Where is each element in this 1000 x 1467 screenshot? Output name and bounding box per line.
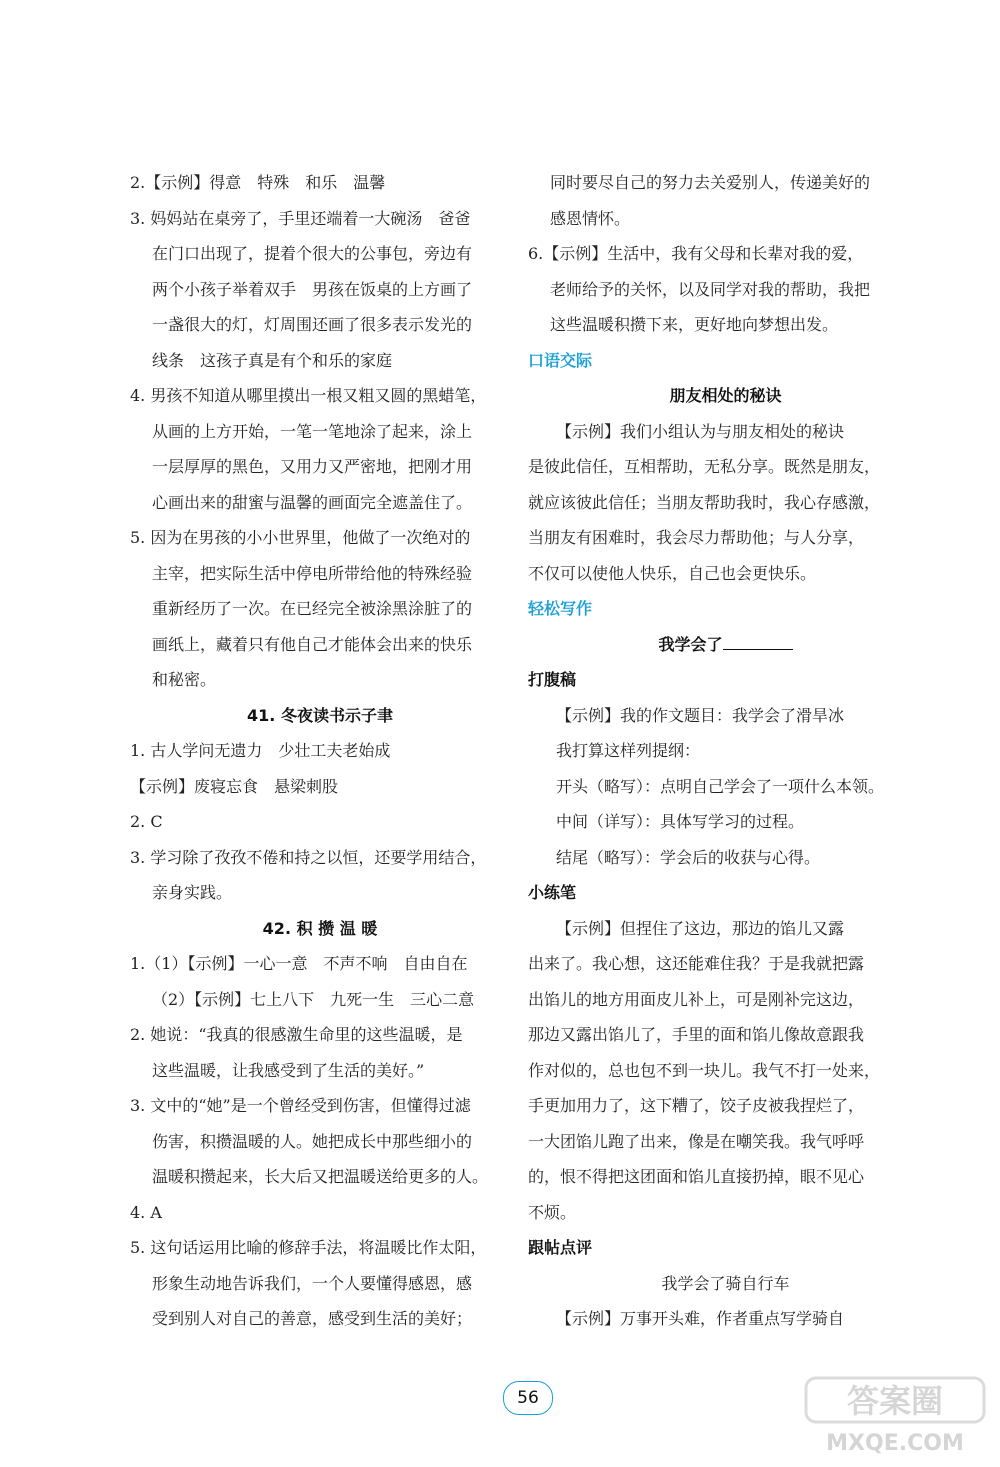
- line-text: 形象生动地告诉我们，一个人要懂得感恩，感: [152, 1273, 473, 1293]
- line-text: 1.（1）【示例】一心一意 不声不响 自由自在: [130, 954, 468, 973]
- line-text: 从画的上方开始，一笔一笔地涂了起来，涂上: [152, 421, 473, 441]
- left-text-line: [130, 769, 510, 805]
- line-text: 3. 妈妈站在桌旁了，手里还端着一大碗汤 爸爸: [130, 208, 471, 228]
- left-text-line: [130, 1301, 510, 1337]
- right-text-line: [528, 272, 923, 308]
- left-text-line: [130, 378, 510, 414]
- left-text-line: [130, 414, 510, 450]
- line-text: 和秘密。: [152, 670, 217, 689]
- left-text-line: [130, 520, 510, 556]
- left-text-line: [130, 1230, 510, 1266]
- line-text: 一层厚厚的黑色，又用力又严密地，把刚才用: [152, 457, 473, 476]
- line-text: 小练笔: [528, 883, 577, 902]
- line-text: 感恩情怀。: [550, 208, 631, 228]
- line-text: 当朋友有困难时，我会尽力帮助他；与人分享，: [528, 528, 865, 547]
- line-text: 中间（详写）：具体写学习的过程。: [556, 812, 805, 831]
- right-text-line: [528, 485, 923, 521]
- line-text: 一大团馅儿跑了出来，像是在嘲笑我。我气呼呼: [528, 1131, 865, 1151]
- right-text-line: [528, 733, 923, 769]
- watermark-text: 答案圈: [846, 1382, 944, 1420]
- right-column: [528, 165, 923, 1337]
- line-text: 出来了。我心想，这还能难住我？于是我就把露: [528, 954, 865, 973]
- right-text-line: [528, 520, 923, 556]
- line-text: 作对似的，总也包不到一块儿。我气不打一处来，: [528, 1060, 881, 1080]
- line-text: 是彼此信任，互相帮助，无私分享。既然是朋友，: [528, 457, 881, 476]
- line-text: 2. 她说：“我真的很感激生命里的这些温暖，是: [130, 1025, 463, 1044]
- line-text: 不仅可以使他人快乐，自己也会更快乐。: [528, 563, 817, 583]
- line-text: 线条 这孩子真是有个和乐的家庭: [152, 350, 393, 370]
- left-text-line: [130, 1159, 510, 1195]
- line-text: 手更加用力了，这下糟了，饺子皮被我捏烂了，: [528, 1096, 865, 1115]
- line-text: 4. 男孩不知道从哪里摸出一根又粗又圆的黑蜡笔，: [130, 386, 487, 405]
- left-text-line: [130, 698, 510, 734]
- right-text-line: [528, 698, 923, 734]
- right-text-line: [528, 946, 923, 982]
- left-text-line: [130, 875, 510, 911]
- line-text: 温暖积攒起来，长大后又把温暖送给更多的人。: [152, 1167, 489, 1186]
- left-text-line: [130, 1017, 510, 1053]
- left-text-line: [130, 946, 510, 982]
- left-text-line: [130, 627, 510, 663]
- line-text: 6.【示例】生活中，我有父母和长辈对我的爱，: [528, 244, 864, 263]
- line-text: 我学会了: [658, 634, 723, 654]
- line-text: 5. 因为在男孩的小小世界里，他做了一次绝对的: [130, 528, 471, 547]
- right-text-line: [528, 840, 923, 876]
- fill-in-blank: [723, 635, 793, 650]
- right-text-line: [528, 449, 923, 485]
- line-text: 轻松写作: [528, 599, 593, 618]
- watermark-logo: [800, 1370, 990, 1460]
- line-text: 那边又露出馅儿了，手里的面和馅儿像故意跟我: [528, 1025, 865, 1044]
- right-text-line: [528, 343, 923, 379]
- left-text-line: [130, 556, 510, 592]
- line-text: 我学会了骑自行车: [661, 1273, 790, 1293]
- line-text: 画纸上，藏着只有他自己才能体会出来的快乐: [152, 634, 473, 654]
- left-text-line: [130, 449, 510, 485]
- right-text-line: [528, 201, 923, 237]
- left-text-line: [130, 1088, 510, 1124]
- line-text: 2. C: [130, 812, 163, 831]
- line-text: 开头（略写）：点明自己学会了一项什么本领。: [556, 776, 885, 796]
- left-text-line: [130, 733, 510, 769]
- right-text-line: [528, 414, 923, 450]
- line-text: 【示例】废寝忘食 悬梁刺股: [130, 776, 339, 796]
- line-text: 伤害，积攒温暖的人。她把成长中那些细小的: [152, 1131, 473, 1151]
- line-text: 这些温暖积攒下来，更好地向梦想出发。: [550, 315, 839, 334]
- line-text: 同时要尽自己的努力去关爱别人，传递美好的: [550, 173, 871, 192]
- line-text: 2.【示例】得意 特殊 和乐 温馨: [130, 173, 386, 192]
- left-text-line: [130, 201, 510, 237]
- right-text-line: [528, 556, 923, 592]
- right-text-line: [528, 1301, 923, 1337]
- right-text-line: [528, 1266, 923, 1302]
- right-text-line: [528, 1195, 923, 1231]
- left-text-line: [130, 236, 510, 272]
- right-text-line: [528, 911, 923, 947]
- right-text-line: [528, 1230, 923, 1266]
- line-text: 41. 冬夜读书示子聿: [247, 705, 393, 725]
- right-text-line: [528, 982, 923, 1018]
- line-text: 打腹稿: [528, 670, 577, 689]
- right-text-line: [528, 662, 923, 698]
- right-text-line: [528, 875, 923, 911]
- left-text-line: [130, 982, 510, 1018]
- left-text-line: [130, 1195, 510, 1231]
- line-text: 3. 文中的“她”是一个曾经受到伤害，但懂得过滤: [130, 1096, 471, 1115]
- right-text-line: [528, 165, 923, 201]
- line-text: 就应该彼此信任；当朋友帮助我时，我心存感激，: [528, 492, 881, 512]
- line-text: 亲身实践。: [152, 883, 233, 902]
- right-text-line: [528, 769, 923, 805]
- left-text-line: [130, 662, 510, 698]
- line-text: 【示例】但捏住了这边，那边的馅儿又露: [556, 918, 845, 938]
- line-text: 重新经历了一次。在已经完全被涂黑涂脏了的: [152, 599, 473, 618]
- left-text-line: [130, 840, 510, 876]
- line-text: 心画出来的甜蜜与温馨的画面完全遮盖住了。: [152, 492, 473, 512]
- line-text: 1. 古人学问无遗力 少壮工夫老始成: [130, 741, 391, 760]
- line-text: 一盏很大的灯，灯周围还画了很多表示发光的: [152, 315, 473, 334]
- line-text: 【示例】我的作文题目：我学会了滑旱冰: [556, 705, 845, 725]
- line-text: 3. 学习除了孜孜不倦和持之以恒，还要学用结合，: [130, 847, 487, 867]
- page-number: 56: [503, 1381, 553, 1415]
- line-text: 这些温暖，让我感受到了生活的美好。”: [152, 1060, 425, 1080]
- left-text-line: [130, 272, 510, 308]
- line-text: 在门口出现了，提着个很大的公事包，旁边有: [152, 244, 473, 263]
- left-column: [130, 165, 510, 1337]
- left-text-line: [130, 165, 510, 201]
- line-text: 不烦。: [528, 1202, 577, 1222]
- right-text-line: [528, 627, 923, 663]
- right-text-line: [528, 804, 923, 840]
- line-text: 42. 积 攒 温 暖: [262, 918, 378, 938]
- line-text: （2）【示例】七上八下 九死一生 三心二意: [152, 989, 475, 1009]
- line-text: 我打算这样列提纲：: [556, 741, 701, 760]
- left-text-line: [130, 1124, 510, 1160]
- right-text-line: [528, 378, 923, 414]
- line-text: 5. 这句话运用比喻的修辞手法，将温暖比作太阳，: [130, 1238, 487, 1257]
- left-text-line: [130, 343, 510, 379]
- line-text: 老师给予的关怀，以及同学对我的帮助，我把: [550, 279, 871, 299]
- right-text-line: [528, 307, 923, 343]
- left-text-line: [130, 1266, 510, 1302]
- line-text: 主宰，把实际生活中停电所带给他的特殊经验: [152, 563, 473, 583]
- line-text: 【示例】我们小组认为与朋友相处的秘诀: [556, 421, 845, 441]
- left-text-line: [130, 804, 510, 840]
- left-text-line: [130, 485, 510, 521]
- left-text-line: [130, 911, 510, 947]
- line-text: 出馅儿的地方用面皮儿补上，可是刚补完这边，: [528, 989, 865, 1009]
- line-text: 【示例】万事开头难，作者重点写学骑自: [556, 1309, 845, 1328]
- right-text-line: [528, 1017, 923, 1053]
- right-text-line: [528, 1159, 923, 1195]
- line-text: 结尾（略写）：学会后的收获与心得。: [556, 847, 821, 867]
- right-text-line: [528, 1124, 923, 1160]
- watermark-url: MXQE.COM: [826, 1431, 964, 1456]
- line-text: 跟帖点评: [528, 1238, 593, 1257]
- left-text-line: [130, 591, 510, 627]
- right-text-line: [528, 591, 923, 627]
- left-text-line: [130, 1053, 510, 1089]
- line-text: 两个小孩子举着双手 男孩在饭桌的上方画了: [152, 279, 473, 299]
- right-text-line: [528, 1053, 923, 1089]
- line-text: 口语交际: [528, 350, 593, 370]
- line-text: 朋友相处的秘诀: [669, 386, 782, 405]
- line-text: 受到别人对自己的善意，感受到生活的美好；: [152, 1309, 473, 1328]
- right-text-line: [528, 1088, 923, 1124]
- line-text: 4. A: [130, 1202, 162, 1222]
- right-text-line: [528, 236, 923, 272]
- line-text: 的，恨不得把这团面和馅儿直接扔掉，眼不见心: [528, 1167, 865, 1186]
- left-text-line: [130, 307, 510, 343]
